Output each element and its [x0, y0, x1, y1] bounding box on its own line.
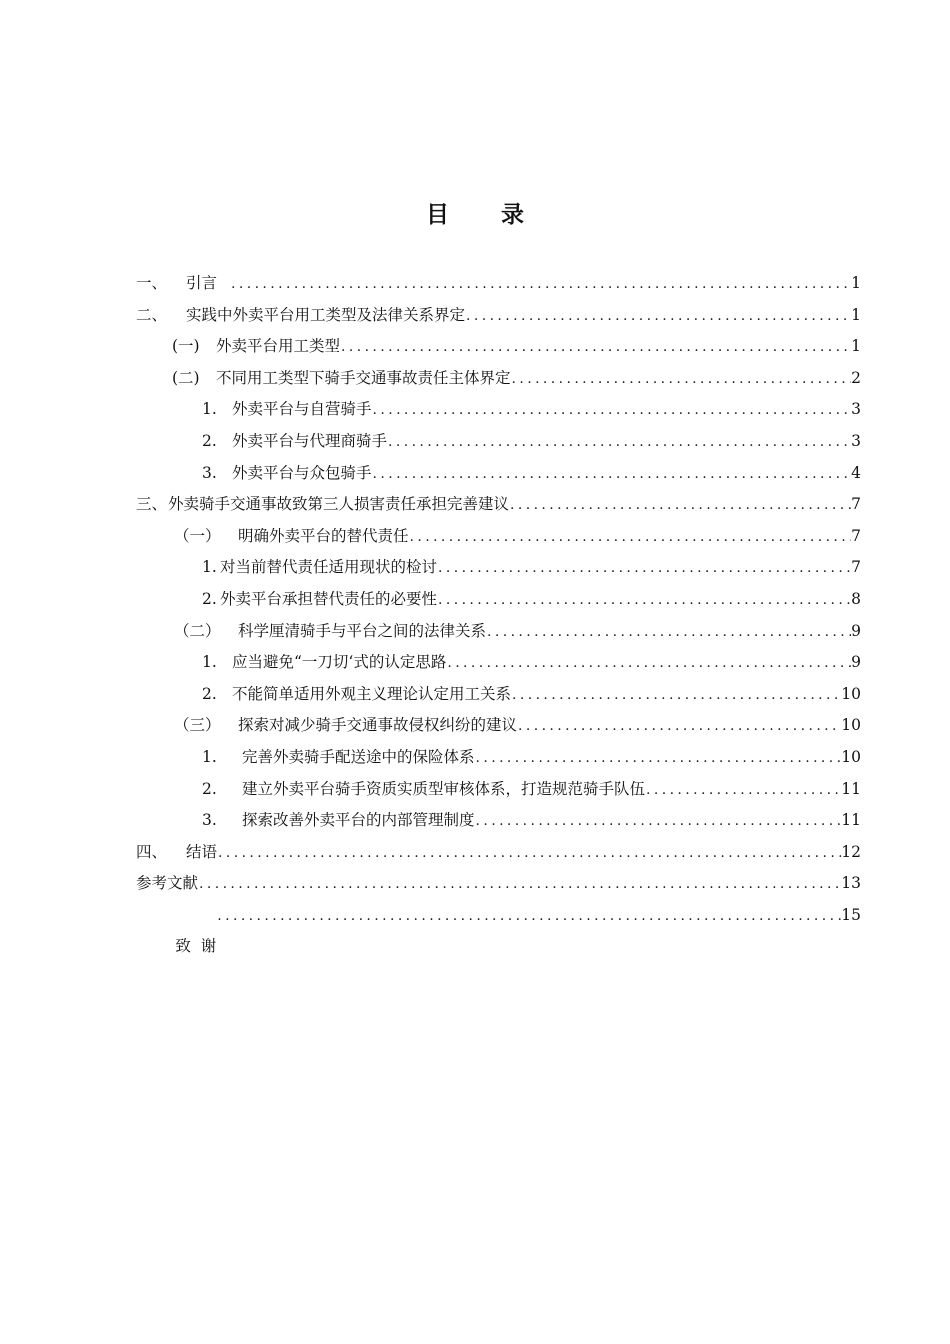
- toc-leader-dots: [409, 522, 851, 554]
- toc-entry-text: 实践中外卖平台用工类型及法律关系界定: [186, 305, 466, 324]
- toc-entry[interactable]: [136, 363, 861, 395]
- toc-entry-prefix: 一、: [136, 274, 168, 292]
- toc-leader-dots: [198, 869, 841, 901]
- toc-leader-dots: [372, 395, 851, 427]
- toc-leader-dots: [216, 901, 841, 933]
- toc-leader-dots: [372, 459, 851, 491]
- toc-entry-prefix: 二、: [136, 305, 168, 324]
- toc-entry-prefix: (一): [172, 337, 200, 356]
- toc-leader-dots: [437, 585, 851, 617]
- toc-entry-prefix: 四、: [136, 842, 168, 861]
- toc-entry-prefix: （三）: [174, 716, 221, 735]
- toc-entry-text: 外卖平台与自营骑手: [232, 400, 372, 419]
- toc-entry-prefix: 3.: [202, 463, 217, 482]
- toc-entry-text: 外卖骑手交通事故致第三人损害责任承担完善建议: [168, 495, 510, 514]
- toc-entry[interactable]: [136, 742, 861, 774]
- toc-leader-dots: [509, 490, 851, 522]
- toc-entry-page: 10: [841, 716, 861, 735]
- toc-entry[interactable]: [136, 268, 861, 300]
- toc-leader-dots: [340, 332, 851, 364]
- toc-entry-text: 建立外卖平台骑手资质实质型审核体系，打造规范骑手队伍: [242, 779, 646, 798]
- toc-entry-text: 参考文献: [136, 874, 199, 893]
- toc-leader-dots: [517, 711, 841, 743]
- toc-entry-text: 不能简单适用外观主义理论认定用工关系: [232, 684, 512, 703]
- toc-entry[interactable]: [136, 300, 861, 332]
- toc-entry-prefix: 2.: [202, 684, 217, 703]
- toc-entry-text: 不同用工类型下骑手交通事故责任主体界定: [216, 368, 511, 387]
- toc-entry-prefix: 1.: [202, 747, 217, 766]
- toc-entry-prefix: 3.: [202, 811, 217, 830]
- toc-entry-page: 15: [841, 905, 861, 924]
- toc-entry-prefix: 三、: [136, 495, 168, 514]
- toc-entry-page: 7: [851, 495, 861, 514]
- toc-entry-text: 致 谢: [175, 937, 217, 956]
- toc-leader-dots: [217, 838, 841, 870]
- toc-entry-prefix: 1.: [202, 400, 217, 419]
- toc-leader-dots: [387, 427, 851, 459]
- toc-entry-text: 外卖平台与众包骑手: [232, 463, 372, 482]
- toc-entry[interactable]: [136, 679, 861, 711]
- toc-entry-prefix: (二): [172, 368, 200, 387]
- toc-entry-prefix: 2.: [202, 431, 217, 450]
- toc-entry[interactable]: [136, 616, 861, 648]
- toc-entry-prefix: 2.: [202, 779, 217, 798]
- toc-entry[interactable]: [136, 489, 861, 521]
- toc-entry-page: 11: [841, 779, 861, 798]
- toc-leader-dots: [511, 364, 851, 396]
- toc-leader-dots: [475, 806, 842, 838]
- toc-leader-dots: [437, 553, 851, 585]
- toc-entry-prefix: 1.: [202, 558, 217, 577]
- toc-entry[interactable]: [136, 584, 861, 616]
- toc-entry-page: 1: [851, 305, 861, 324]
- toc-entry-text: 探索改善外卖平台的内部管理制度: [242, 811, 475, 830]
- toc-entry[interactable]: [136, 552, 861, 584]
- toc-entry[interactable]: [136, 837, 861, 869]
- toc-leader-dots: [465, 301, 851, 333]
- toc-entry-page: 9: [851, 621, 861, 640]
- toc-leader-dots: [217, 269, 851, 301]
- toc-entry-text: 外卖平台与代理商骑手: [232, 431, 388, 450]
- toc-entry[interactable]: [136, 868, 861, 900]
- toc-entry[interactable]: [136, 900, 861, 956]
- toc-entry-text: 结语: [186, 842, 218, 861]
- toc-entry-page: 1: [851, 274, 861, 292]
- table-of-contents: [136, 268, 861, 956]
- toc-leader-dots: [645, 775, 841, 807]
- toc-leader-dots: [446, 648, 851, 680]
- toc-entry-page: 11: [841, 811, 861, 830]
- toc-entry-text: 外卖平台用工类型: [216, 337, 341, 356]
- toc-entry-text: 明确外卖平台的替代责任: [238, 526, 409, 545]
- toc-entry-text: 探索对减少骑手交通事故侵权纠纷的建议: [238, 716, 518, 735]
- toc-entry-page: 13: [841, 874, 861, 893]
- toc-entry-page: 9: [851, 653, 861, 672]
- toc-entry[interactable]: [136, 458, 861, 490]
- toc-entry[interactable]: [136, 394, 861, 426]
- toc-entry-page: 4: [851, 463, 861, 482]
- toc-entry-text: 对当前替代责任适用现状的检讨: [220, 558, 438, 577]
- toc-entry-page: 2: [851, 368, 861, 387]
- toc-entry-page: 7: [851, 526, 861, 545]
- toc-leader-dots: [511, 680, 841, 712]
- toc-entry-page: 3: [851, 431, 861, 450]
- toc-entry-text: 科学厘清骑手与平台之间的法律关系: [238, 621, 487, 640]
- toc-entry[interactable]: [136, 331, 861, 363]
- toc-title: 目 录: [425, 202, 546, 228]
- toc-entry-prefix: （一）: [174, 526, 221, 545]
- toc-entry-page: 7: [851, 558, 861, 577]
- toc-entry-text: 完善外卖骑手配送途中的保险体系: [242, 747, 475, 766]
- toc-entry[interactable]: [136, 710, 861, 742]
- toc-entry-text: 引言: [186, 274, 218, 292]
- toc-entry-page: 8: [851, 589, 861, 608]
- toc-entry-prefix: 2.: [202, 589, 217, 608]
- toc-entry-text: 外卖平台承担替代责任的必要性: [220, 589, 438, 608]
- toc-leader-dots: [486, 617, 851, 649]
- toc-entry-page: 3: [851, 400, 861, 419]
- toc-entry[interactable]: [136, 426, 861, 458]
- toc-entry-page: 10: [841, 684, 861, 703]
- toc-entry-page: 1: [851, 337, 861, 356]
- toc-entry-page: 12: [841, 842, 861, 861]
- toc-entry-text: 应当避免“一刀切‘式的认定思路: [232, 653, 447, 672]
- toc-entry[interactable]: [136, 774, 861, 806]
- toc-entry-page: 10: [841, 747, 861, 766]
- toc-entry[interactable]: [136, 521, 861, 553]
- toc-leader-dots: [475, 743, 842, 775]
- toc-entry-prefix: （二）: [174, 621, 221, 640]
- toc-entry[interactable]: [136, 805, 861, 837]
- toc-entry[interactable]: [136, 647, 861, 679]
- toc-entry-prefix: 1.: [202, 653, 217, 672]
